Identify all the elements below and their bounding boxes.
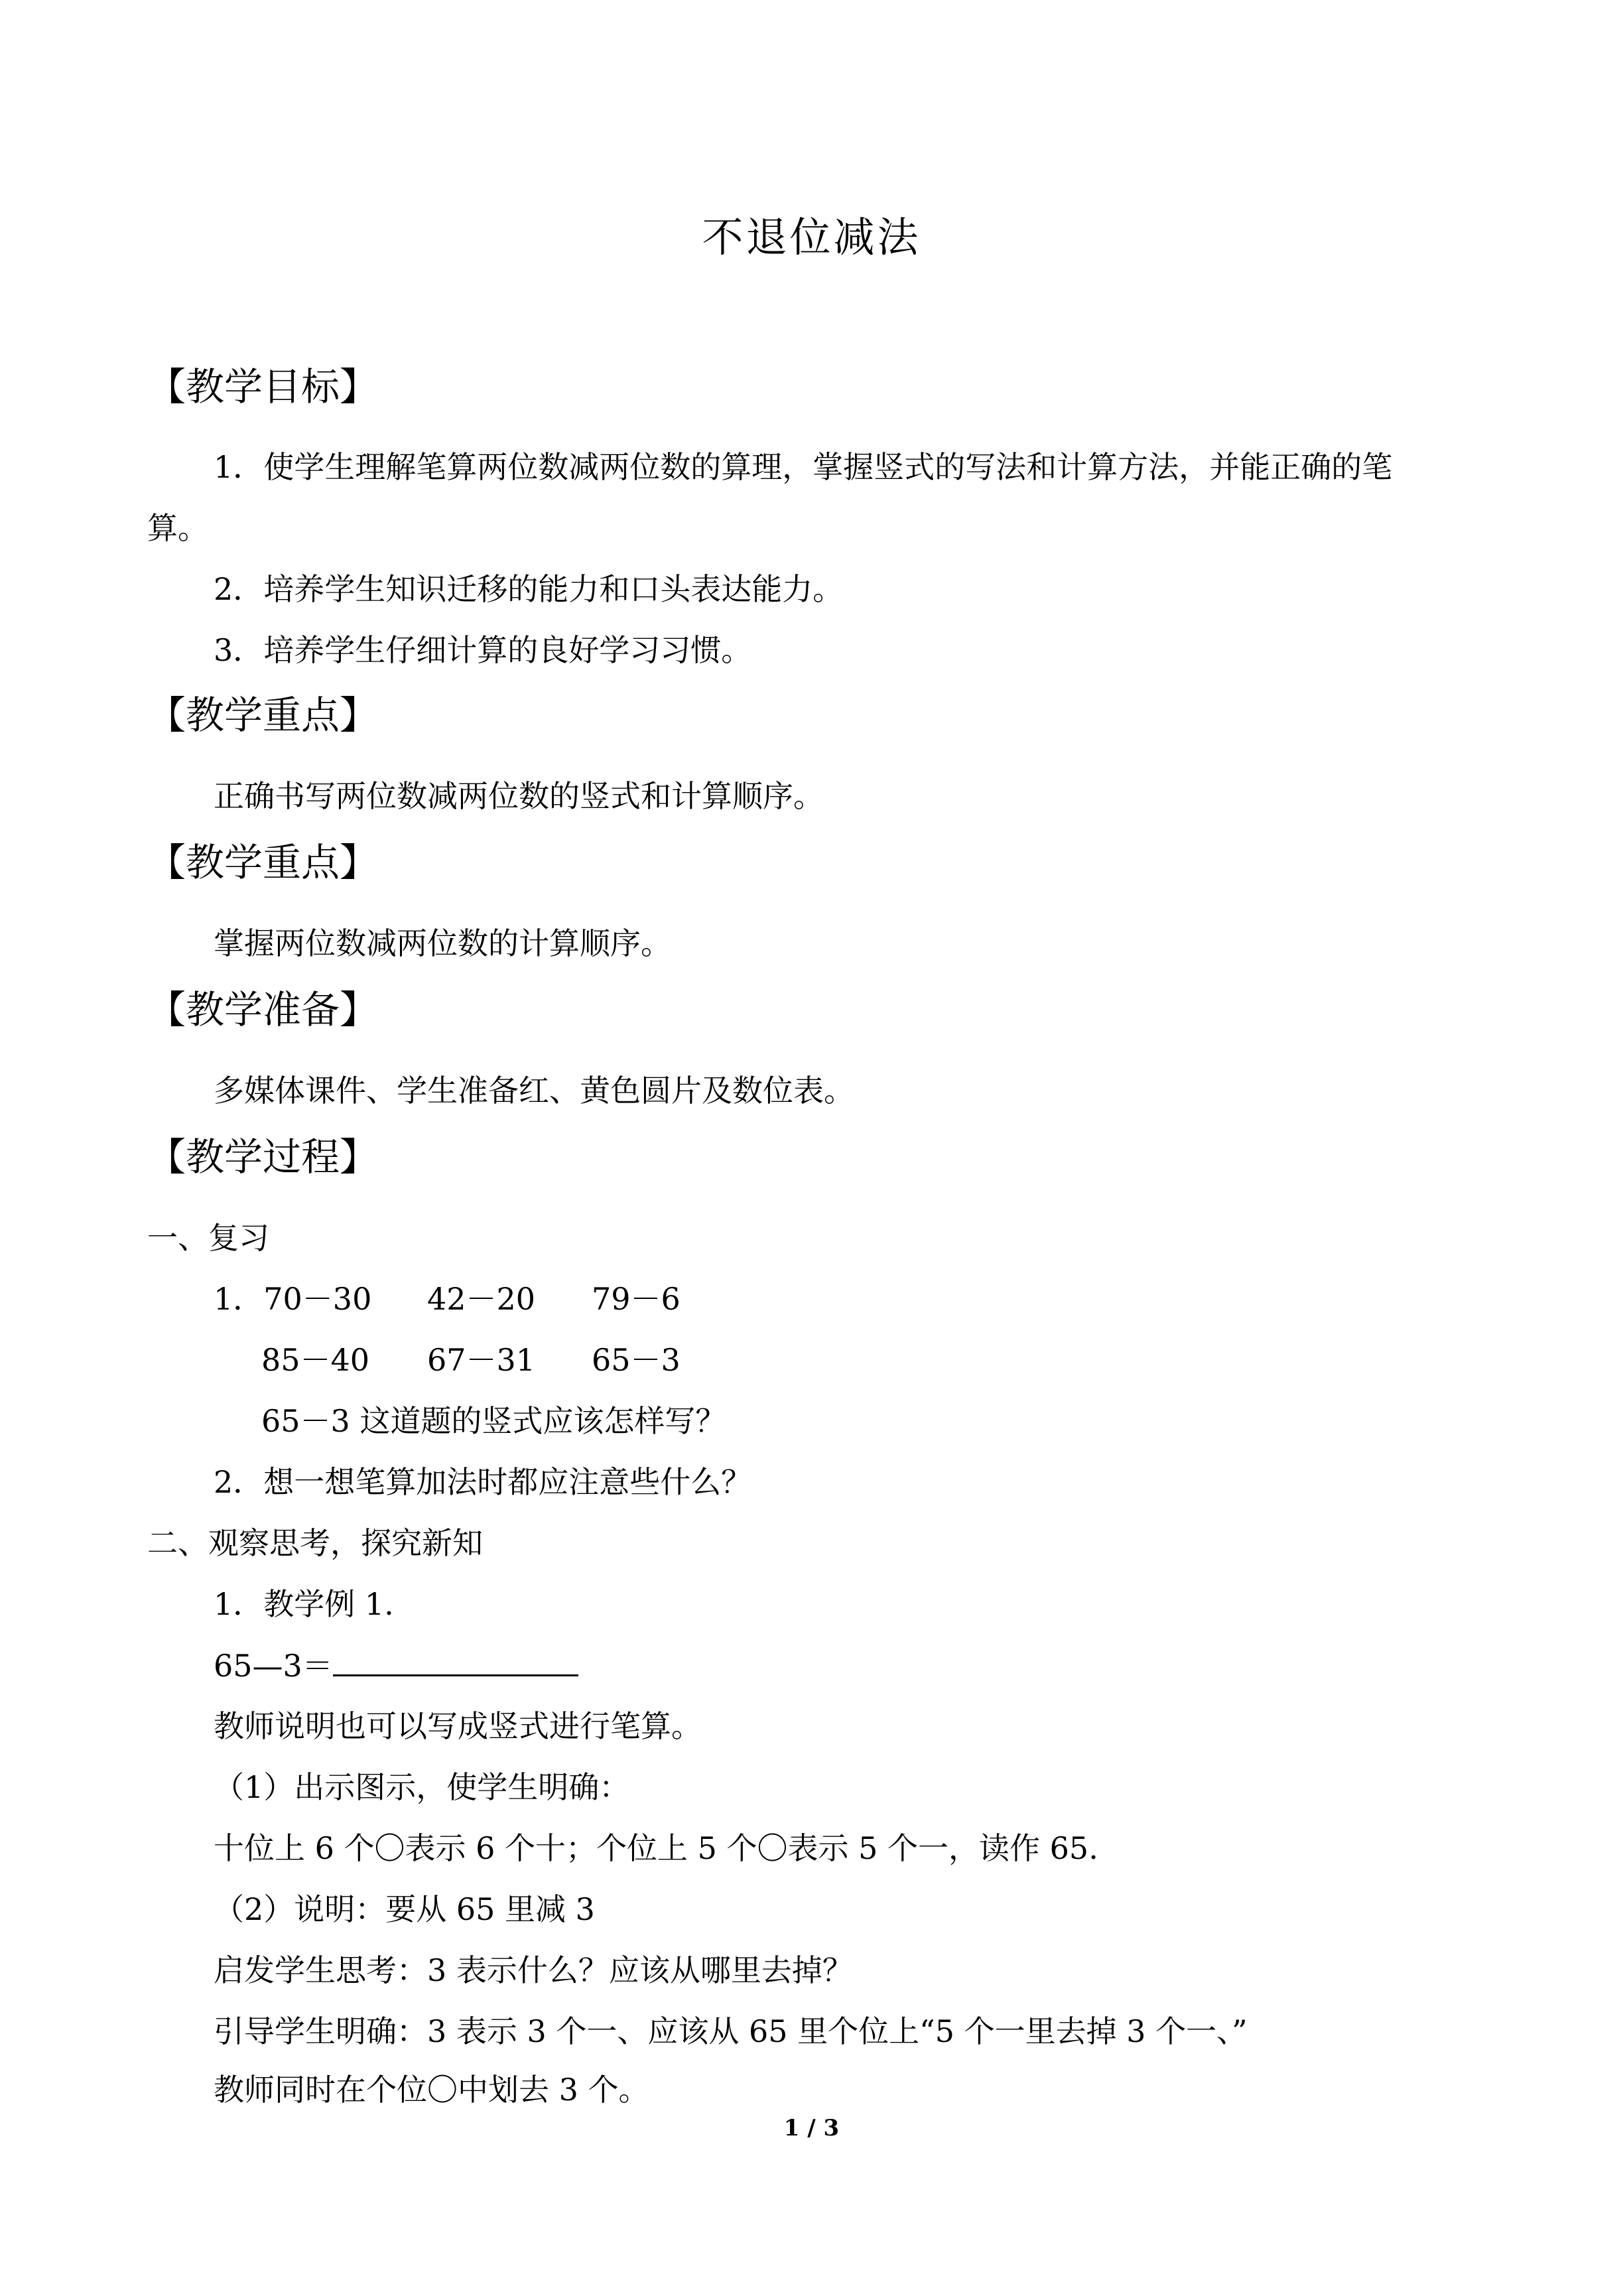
heading-preparation: 【教学准备】 xyxy=(147,987,379,1032)
review-item-2: 2．想一想笔算加法时都应注意些什么？ xyxy=(214,1464,752,1500)
goal-3: 3．培养学生仔细计算的良好学习习惯。 xyxy=(214,632,752,668)
heading-teaching-goals: 【教学目标】 xyxy=(147,364,379,409)
goal-1-line-2: 算。 xyxy=(147,510,208,546)
review-row-1-item-2: 42－20 xyxy=(427,1281,536,1317)
explore-heading: 二、观察思考，探究新知 xyxy=(147,1525,483,1561)
review-row-2 xyxy=(261,1339,858,1381)
goal-2: 2．培养学生知识迁移的能力和口头表达能力。 xyxy=(214,571,844,607)
heading-process: 【教学过程】 xyxy=(147,1134,379,1180)
explore-line-4: （2）说明：要从 65 里减 3 xyxy=(214,1891,595,1927)
example-label: 1．教学例 1. xyxy=(214,1586,394,1622)
equation-text: 65—3＝ xyxy=(214,1648,333,1684)
answer-blank xyxy=(333,1644,578,1676)
review-question: 65－3 这道题的竖式应该怎样写？ xyxy=(261,1403,726,1439)
heading-key-points: 【教学重点】 xyxy=(147,693,379,738)
explore-line-3: 十位上 6 个〇表示 6 个十；个位上 5 个〇表示 5 个一，读作 65. xyxy=(214,1830,1098,1866)
review-row-2-item-2: 67－31 xyxy=(427,1342,536,1378)
review-heading: 一、复习 xyxy=(147,1220,269,1256)
review-row-1-item-1: 1．70－30 xyxy=(214,1281,372,1317)
heading-key-points-2: 【教学重点】 xyxy=(147,840,379,885)
explore-line-5: 启发学生思考：3 表示什么？应该从哪里去掉？ xyxy=(214,1952,853,1988)
key-points-2-text: 掌握两位数减两位数的计算顺序。 xyxy=(214,925,671,961)
review-row-2-item-1: 85－40 xyxy=(261,1342,370,1378)
example-equation xyxy=(214,1644,578,1687)
preparation-text: 多媒体课件、学生准备红、黄色圆片及数位表。 xyxy=(214,1073,854,1109)
goal-1-line-1: 1．使学生理解笔算两位数减两位数的算理，掌握竖式的写法和计算方法，并能正确的笔 xyxy=(214,449,1393,485)
review-row-1-item-3: 79－6 xyxy=(592,1281,681,1317)
explore-line-6: 引导学生明确：3 表示 3 个一、应该从 65 里个位上“5 个一里去掉 3 个一、” xyxy=(214,2013,1248,2049)
explore-line-2: （1）出示图示，使学生明确： xyxy=(214,1769,630,1805)
document-title: 不退位减法 xyxy=(702,213,921,261)
explore-line-1: 教师说明也可以写成竖式进行笔算。 xyxy=(214,1708,702,1744)
key-points-text: 正确书写两位数减两位数的竖式和计算顺序。 xyxy=(214,778,824,814)
explore-line-7: 教师同时在个位〇中划去 3 个。 xyxy=(214,2072,649,2108)
review-row-2-item-3: 65－3 xyxy=(592,1342,681,1378)
review-row-1 xyxy=(214,1278,877,1320)
page-number: 1 / 3 xyxy=(783,2115,840,2141)
